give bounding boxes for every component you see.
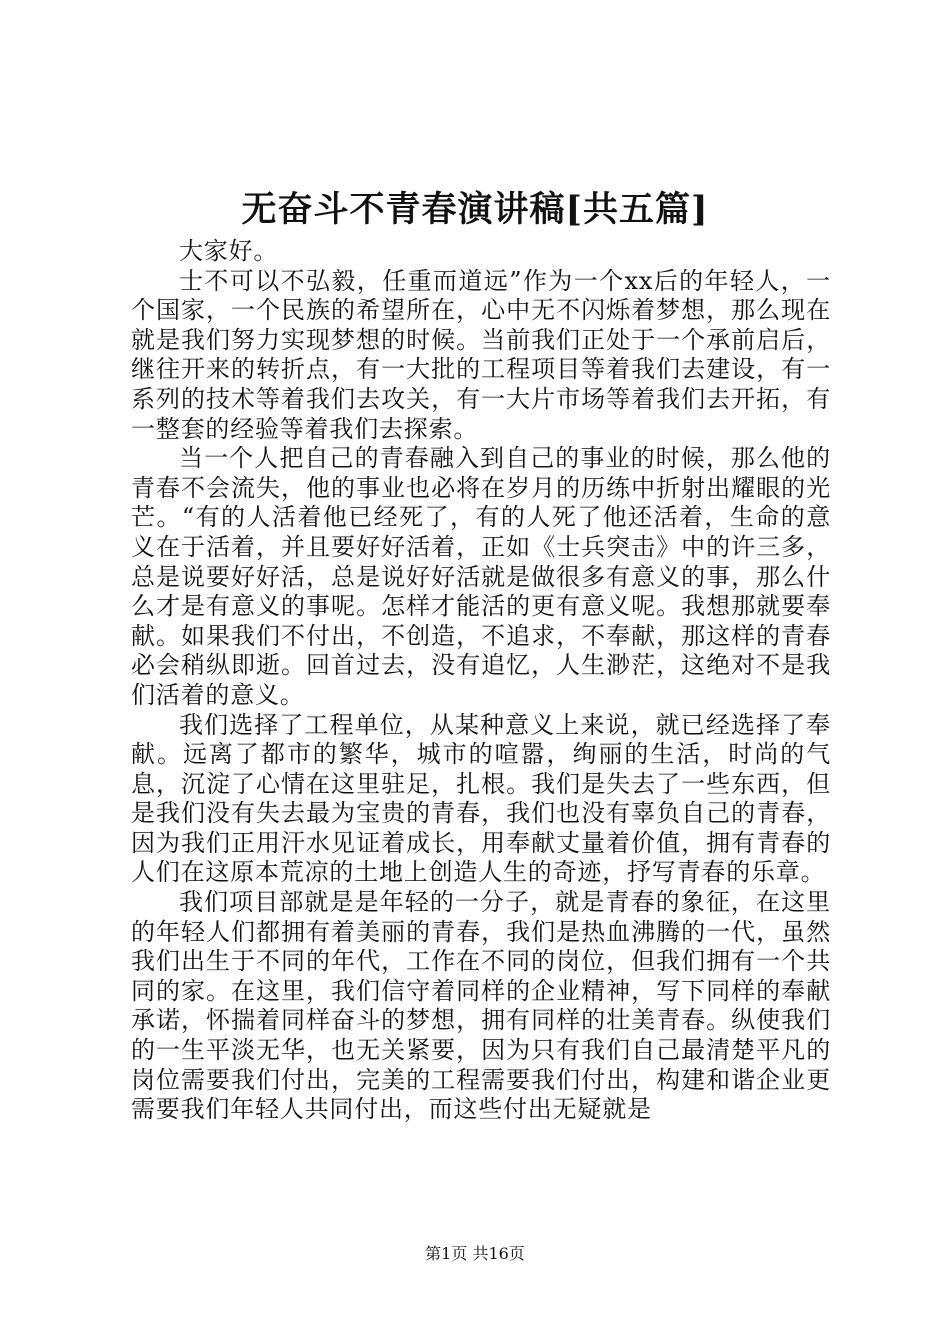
document-body	[131, 237, 831, 1125]
document-title: 无奋斗不青春演讲稿[共五篇]	[241, 189, 709, 230]
paragraph-greeting: 大家好。	[179, 237, 279, 265]
paragraph-dream: 士不可以不弘毅，任重而道远”作为一个xx后的年轻人，一个国家，一个民族的希望所在，心中无不闪烁着梦想，那么现在就是我们努力实现梦想的时候。当前我们正处于一个承前启后，继往开来的转折点，有一大批的工程项目等着我们去建设，有一系列的技术等着我们去攻关，有一大片市场等着我们去开拓，有一整套的经验等着我们去探索。	[131, 266, 831, 443]
page-number-footer: 第1页 共16页	[425, 1244, 525, 1263]
paragraph-dedication: 我们选择了工程单位，从某种意义上来说，就已经选择了奉献。远离了都市的繁华，城市的喧嚣，绚丽的生活，时尚的气息，沉淀了心情在这里驻足，扎根。我们是失去了一些东西，但是我们没有失去最为宝贵的青春，我们也没有辜负自己的青春，因为我们正用汗水见证着成长，用奉献丈量着价值，拥有青春的人们在这原本荒凉的土地上创造人生的奇迹，抒写青春的乐章。	[131, 710, 831, 887]
paragraph-meaning: 当一个人把自己的青春融入到自己的事业的时候，那么他的青春不会流失，他的事业也必将在岁月的历练中折射出耀眼的光芒。“有的人活着他已经死了，有的人死了他还活着，生命的意义在于活着，并且要好好活着，正如《士兵突击》中的许三多，总是说要好好活，总是说好好活就是做很多有意义的事，那么什么才是有意义的事呢。怎样才能活的更有意义呢。我想那就要奉献。如果我们不付出，不创造，不追求，不奉献，那这样的青春必会稍纵即逝。回首过去，没有追忆，人生渺茫，这绝对不是我们活着的意义。	[131, 444, 831, 709]
paragraph-project-team: 我们项目部就是是年轻的一分子，就是青春的象征，在这里的年轻人们都拥有着美丽的青春，我们是热血沸腾的一代，虽然我们出生于不同的年代，工作在不同的岗位，但我们拥有一个共同的家。在这里，我们信守着同样的企业精神，写下同样的奉献承诺，怀揣着同样奋斗的梦想，拥有同样的壮美青春。纵使我们的一生平淡无华，也无关紧要，因为只有我们自己最清楚平凡的岗位需要我们付出，完美的工程需要我们付出，构建和谐企业更需要我们年轻人共同付出，而这些付出无疑就是	[131, 888, 831, 1124]
